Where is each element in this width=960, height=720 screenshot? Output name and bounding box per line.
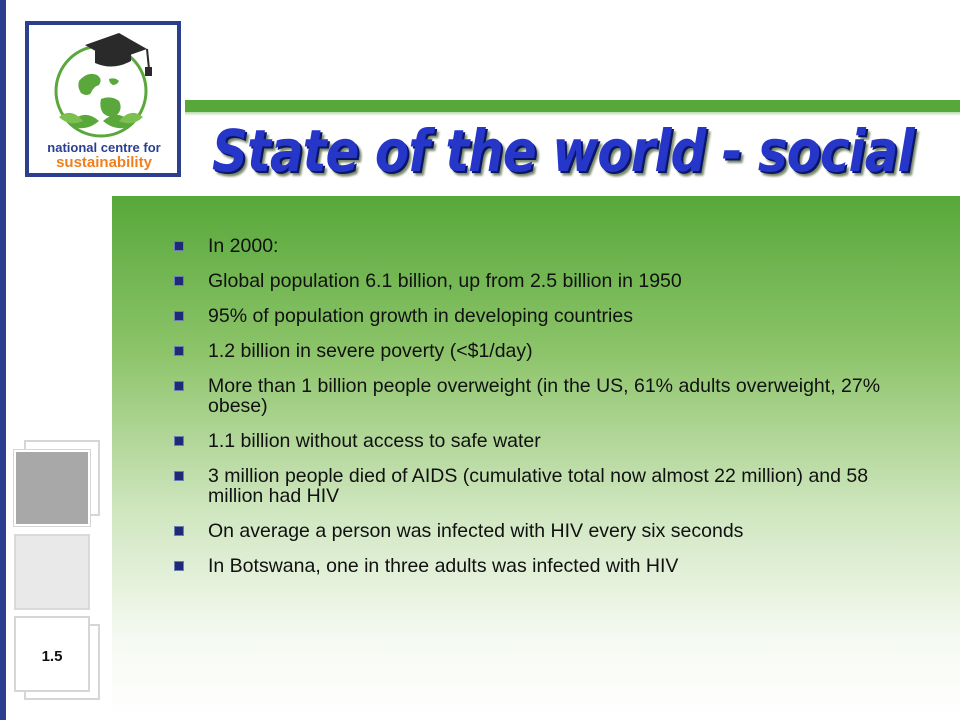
slide-number: 1.5	[41, 648, 63, 665]
globe-graduation-cap-icon	[39, 29, 169, 141]
bullet-text: In 2000:	[208, 235, 279, 257]
bullet-item	[172, 521, 912, 541]
left-border-stripe	[0, 0, 6, 720]
bullet-item	[172, 556, 912, 576]
square-bullet-icon	[174, 561, 184, 571]
bullet-text: Global population 6.1 billion, up from 2.5 billion in 1950	[208, 270, 682, 292]
bullet-text: 3 million people died of AIDS (cumulative total now almost 22 million) and 58 million had HIV	[208, 465, 869, 507]
decorative-card	[14, 450, 90, 526]
bullet-text: 1.1 billion without access to safe water	[208, 430, 541, 452]
square-bullet-icon	[174, 241, 184, 251]
bullet-text: 95% of population growth in developing countries	[208, 305, 633, 327]
bullet-text: More than 1 billion people overweight (in the US, 61% adults overweight, 27% obese)	[208, 375, 881, 417]
square-bullet-icon	[174, 311, 184, 321]
slide-number-card	[14, 616, 90, 692]
slide-title: State of the world - social	[212, 118, 914, 185]
bullet-text: In Botswana, one in three adults was infected with HIV	[208, 555, 679, 577]
logo-text-line2: sustainability	[56, 154, 152, 171]
header-bar	[185, 100, 960, 112]
header-bar-shadow	[185, 112, 960, 116]
bullet-item	[172, 431, 912, 451]
bullet-item	[172, 306, 912, 326]
square-bullet-icon	[174, 381, 184, 391]
logo	[25, 21, 181, 177]
bullet-item	[172, 376, 912, 416]
square-bullet-icon	[174, 276, 184, 286]
logo-text-line1: national centre for	[47, 140, 161, 155]
bullet-item	[172, 466, 912, 506]
bullet-item	[172, 236, 912, 256]
square-bullet-icon	[174, 471, 184, 481]
square-bullet-icon	[174, 526, 184, 536]
bullet-item	[172, 341, 912, 361]
bullet-item	[172, 271, 912, 291]
bullet-text: On average a person was infected with HIV every six seconds	[208, 520, 744, 542]
square-bullet-icon	[174, 346, 184, 356]
decorative-card	[14, 534, 90, 610]
bullet-list	[172, 236, 912, 591]
square-bullet-icon	[174, 436, 184, 446]
bullet-text: 1.2 billion in severe poverty (<$1/day)	[208, 340, 533, 362]
